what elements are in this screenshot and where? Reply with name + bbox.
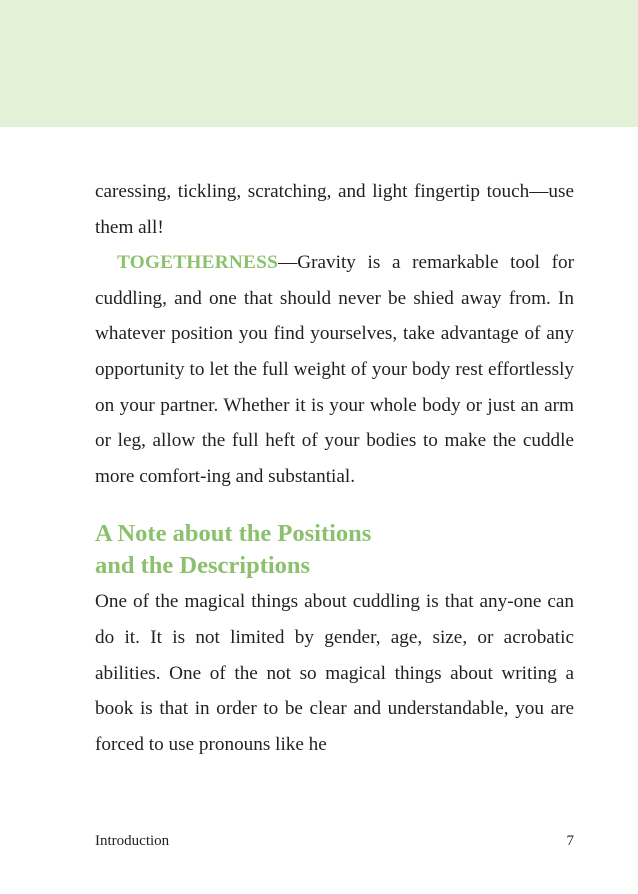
section-heading-line2: and the Descriptions	[95, 552, 311, 580]
footer-section-title: Introduction	[95, 833, 170, 849]
section-heading-line1: A Note about the Positions	[95, 520, 372, 548]
page-body	[95, 174, 574, 762]
section-heading	[95, 518, 574, 582]
togetherness-keyword: TOGETHERNESS	[117, 252, 279, 274]
paragraph-touch: caressing, tickling, scratching, and light fingertip touch—use them all!	[95, 181, 574, 238]
header-band	[0, 0, 638, 127]
paragraph-togetherness	[95, 245, 574, 494]
togetherness-text: —Gravity is a remarkable tool for cuddling, and one that should never be shied away from. In whatever position you find yourselves, take advantage of any opportunity to let the full weight of your body rest effortlessly on your partner. Whether it is your whole body or just an arm or leg, allow the full heft of your bodies to make the cuddle more comfort-ing and substantial.	[95, 252, 574, 487]
page-number: 7	[566, 833, 574, 849]
page-footer	[95, 833, 574, 850]
paragraph-positions: One of the magical things about cuddling is that any-one can do it. It is not limited by gender, age, size, or acrobatic abilities. One of the not so magical things about writing a book is that in order to be clear and understandable, you are forced to use pronouns like he	[95, 591, 574, 755]
